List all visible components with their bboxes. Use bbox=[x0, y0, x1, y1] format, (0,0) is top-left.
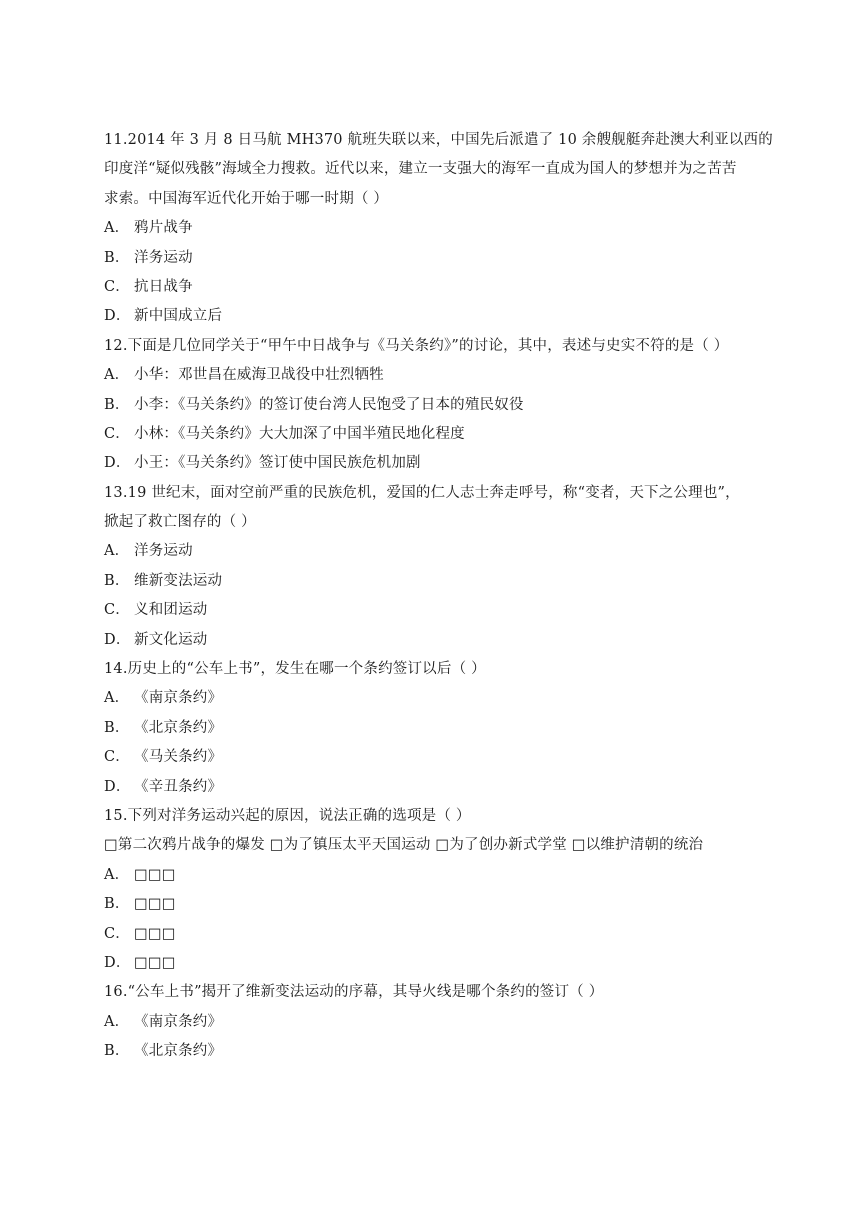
option-letter: D． bbox=[104, 778, 131, 795]
question-block bbox=[104, 802, 764, 978]
option-letter: B． bbox=[104, 719, 130, 736]
option-letter: C． bbox=[104, 602, 130, 619]
answer-option bbox=[104, 420, 764, 449]
answer-option bbox=[104, 273, 764, 302]
question-stem-line: 16.“公车上书”揭开了维新变法运动的序幕，其导火线是哪个条约的签订（ ） bbox=[104, 984, 604, 1001]
option-text: 《南京条约》 bbox=[134, 1013, 223, 1030]
option-text: 抗日战争 bbox=[134, 278, 193, 295]
answer-option bbox=[104, 920, 764, 949]
answer-option bbox=[104, 861, 764, 890]
question-stem-line: 15.下列对洋务运动兴起的原因，说法正确的选项是（ ） bbox=[104, 807, 471, 824]
question-stem-line: 13.19 世纪末，面对空前严重的民族危机，爱国的仁人志士奔走呼号，称“变者，天下之公理也”， bbox=[104, 484, 740, 501]
answer-option bbox=[104, 949, 764, 978]
answer-option bbox=[104, 361, 764, 390]
answer-option bbox=[104, 596, 764, 625]
option-text: 小王：《马关条约》签订使中国民族危机加剧 bbox=[134, 455, 421, 472]
option-text: 新中国成立后 bbox=[134, 308, 223, 325]
option-text: 《辛丑条约》 bbox=[134, 778, 223, 795]
option-text: □□□ bbox=[134, 896, 176, 913]
option-text: 《北京条约》 bbox=[134, 1043, 223, 1060]
answer-option bbox=[104, 684, 764, 713]
question-stem bbox=[104, 655, 764, 684]
answer-option bbox=[104, 567, 764, 596]
question-stem-line: 11.2014 年 3 月 8 日马航 MH370 航班失联以来，中国先后派遣了 10 余艘舰艇奔赴澳大利亚以西的 bbox=[104, 132, 773, 148]
option-text: 洋务运动 bbox=[134, 249, 193, 266]
question-block bbox=[104, 126, 773, 332]
option-text: □□□ bbox=[134, 866, 176, 883]
question-block bbox=[104, 978, 764, 1066]
answer-option bbox=[104, 626, 764, 655]
question-stem-line: 12.下面是几位同学关于“甲午中日战争与《马关条约》”的讨论，其中，表述与史实不符的是（ ） bbox=[104, 337, 729, 354]
question-stem bbox=[104, 332, 764, 361]
question-stem-line: 印度洋“疑似残骸”海域全力搜救。近代以来，建立一支强大的海军一直成为国人的梦想并为之苦苦 bbox=[104, 161, 737, 178]
option-text: 《马关条约》 bbox=[134, 749, 223, 766]
option-letter: B． bbox=[104, 1043, 130, 1060]
option-text: 小华：邓世昌在威海卫战役中壮烈牺牲 bbox=[134, 367, 384, 384]
question-block bbox=[104, 479, 764, 655]
option-letter: A． bbox=[104, 367, 130, 384]
answer-option bbox=[104, 890, 764, 919]
option-letter: B． bbox=[104, 572, 130, 589]
answer-option bbox=[104, 743, 764, 772]
answer-option bbox=[104, 449, 764, 478]
option-text: 义和团运动 bbox=[134, 602, 208, 619]
question-stem-line: 掀起了救亡图存的（ ） bbox=[104, 514, 256, 531]
option-letter: D． bbox=[104, 631, 131, 648]
answer-option bbox=[104, 1037, 764, 1066]
question-stem bbox=[104, 978, 764, 1007]
option-text: 鸦片战争 bbox=[134, 220, 193, 237]
option-letter: C． bbox=[104, 425, 130, 442]
option-letter: C． bbox=[104, 278, 130, 295]
option-letter: B． bbox=[104, 396, 130, 413]
option-letter: A． bbox=[104, 220, 130, 237]
question-stem-line: 求索。中国海军近代化开始于哪一时期（ ） bbox=[104, 190, 389, 207]
answer-option bbox=[104, 537, 764, 566]
question-block bbox=[104, 332, 764, 479]
question-stem bbox=[104, 479, 764, 538]
option-text: 洋务运动 bbox=[134, 543, 193, 560]
option-letter: A． bbox=[104, 1013, 130, 1030]
option-letter: B． bbox=[104, 249, 130, 266]
answer-option bbox=[104, 391, 764, 420]
option-letter: B． bbox=[104, 896, 130, 913]
option-text: 小李：《马关条约》的签订使台湾人民饱受了日本的殖民奴役 bbox=[134, 396, 524, 413]
question-stem bbox=[104, 802, 764, 861]
question-stem-line: 14.历史上的“公车上书”，发生在哪一个条约签订以后（ ） bbox=[104, 661, 486, 678]
option-letter: A． bbox=[104, 543, 130, 560]
question-block bbox=[104, 655, 764, 802]
option-letter: C． bbox=[104, 925, 130, 942]
option-text: 小林：《马关条约》大大加深了中国半殖民地化程度 bbox=[134, 425, 465, 442]
option-letter: D． bbox=[104, 954, 131, 971]
option-letter: D． bbox=[104, 308, 131, 325]
question-stem-line: □第二次鸦片战争的爆发 □为了镇压太平天国运动 □为了创办新式学堂 □以维护清朝的统治 bbox=[104, 837, 704, 854]
option-text: 《南京条约》 bbox=[134, 690, 223, 707]
option-letter: A． bbox=[104, 866, 130, 883]
option-text: 新文化运动 bbox=[134, 631, 208, 648]
option-letter: C． bbox=[104, 749, 130, 766]
answer-option bbox=[104, 773, 764, 802]
option-letter: D． bbox=[104, 455, 131, 472]
answer-option bbox=[104, 244, 764, 273]
option-text: 维新变法运动 bbox=[134, 572, 223, 589]
option-text: □□□ bbox=[134, 954, 176, 971]
answer-option bbox=[104, 1008, 764, 1037]
answer-option bbox=[104, 714, 764, 743]
answer-option bbox=[104, 214, 764, 243]
question-list bbox=[104, 126, 773, 1067]
question-stem bbox=[104, 126, 773, 214]
option-text: □□□ bbox=[134, 925, 176, 942]
option-text: 《北京条约》 bbox=[134, 719, 223, 736]
option-letter: A． bbox=[104, 690, 130, 707]
answer-option bbox=[104, 302, 764, 331]
